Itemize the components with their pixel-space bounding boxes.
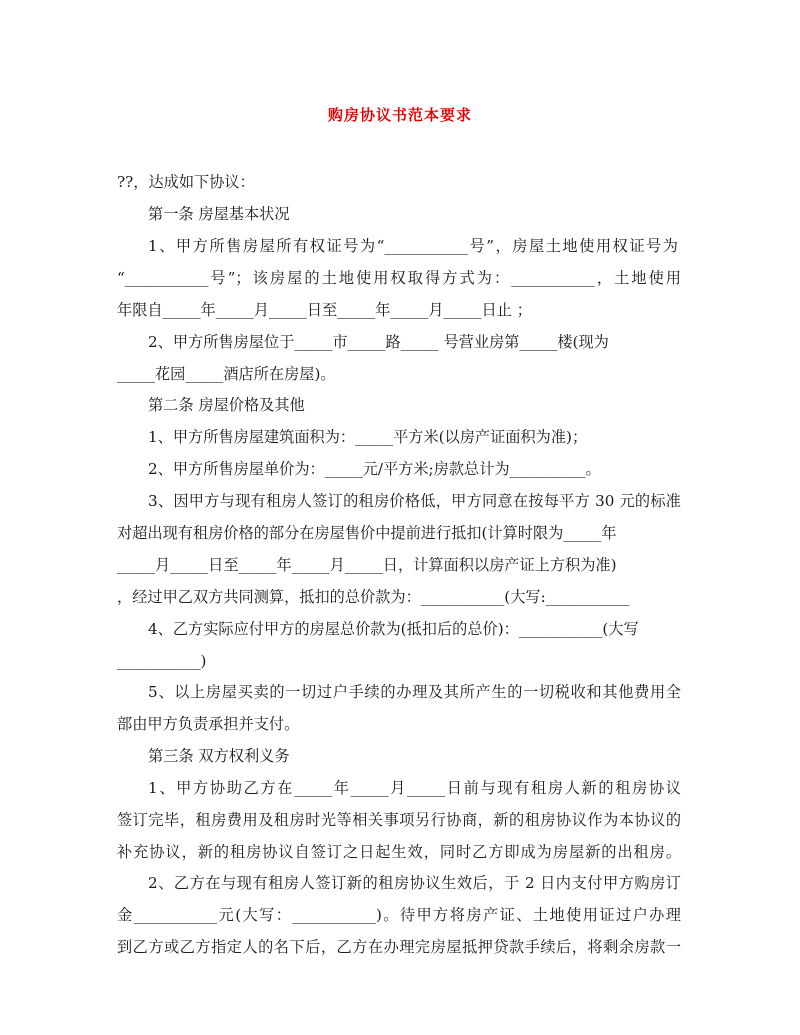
paragraph-line: ___________): [117, 652, 207, 670]
paragraph-line: 2、甲方所售房屋单价为：_____元/平方米;房款总计为__________。: [148, 460, 601, 478]
paragraph-line: _____月_____日至_____年_____月_____日，计算面积以房产证上方积为准): [117, 556, 617, 574]
paragraph-line: 5、以上房屋买卖的一切过户手续的办理及其所产生的一切税收和其他费用全: [148, 683, 681, 701]
paragraph-line: 补充协议，新的租房协议自签订之日起生效，同时乙方即成为房屋新的出租房。: [117, 843, 681, 861]
paragraph-line: 部由甲方负责承担并支付。: [117, 715, 300, 733]
section-heading: 第三条 双方权利义务: [148, 747, 290, 765]
section-heading: 第二条 房屋价格及其他: [148, 396, 305, 414]
paragraph-line: _____花园_____酒店所在房屋)。: [117, 365, 336, 383]
document-title: 购房协议书范本要求: [327, 106, 472, 124]
paragraph-line: 2、乙方在与现有租房人签订新的租房协议生效后，于 2 日内支付甲方购房订: [148, 874, 681, 892]
paragraph-line: 金___________元(大写：___________)。待甲方将房产证、土地使用证过户办理: [117, 906, 681, 924]
paragraph-line: 1、甲方所售房屋建筑面积为：_____平方米(以房产证面积为准)；: [148, 428, 588, 446]
paragraph-line: 2、甲方所售房屋位于_____市_____路_____ 号营业房第_____楼(现为: [148, 333, 609, 351]
paragraph-line: 3、因甲方与现有租房人签订的租房价格低，甲方同意在按每平方 30 元的标准: [148, 492, 681, 510]
paragraph-line: 年限自_____年_____月_____日至_____年_____月_____日止 ；: [117, 301, 532, 319]
section-heading: 第一条 房屋基本状况: [148, 205, 290, 223]
paragraph-line: 签订完毕，租房费用及租房时光等相关事项另行协商，新的租房协议作为本协议的: [117, 811, 681, 829]
paragraph-line: 4、乙方实际应付甲方的房屋总价款为(抵扣后的总价)：___________(大写: [148, 620, 639, 638]
paragraph-line: 到乙方或乙方指定人的名下后，乙方在办理完房屋抵押贷款手续后，将剩余房款一: [117, 938, 681, 956]
paragraph-line: “___________号”；该房屋的土地使用权取得方式为：___________，土地使用: [117, 269, 681, 287]
paragraph-line: 对超出现有租房价格的部分在房屋售价中提前进行抵扣(计算时限为_____年: [117, 524, 617, 542]
paragraph-line: 1、甲方协助乙方在_____年_____月_____日前与现有租房人新的租房协议: [148, 779, 681, 797]
paragraph-line: ，经过甲乙双方共同测算，抵扣的总价款为：___________(大写:___________: [117, 588, 630, 606]
paragraph-line: 1、甲方所售房屋所有权证号为“___________号”，房屋土地使用权证号为: [148, 237, 678, 255]
paragraph-line: ??，达成如下协议：: [117, 173, 255, 191]
